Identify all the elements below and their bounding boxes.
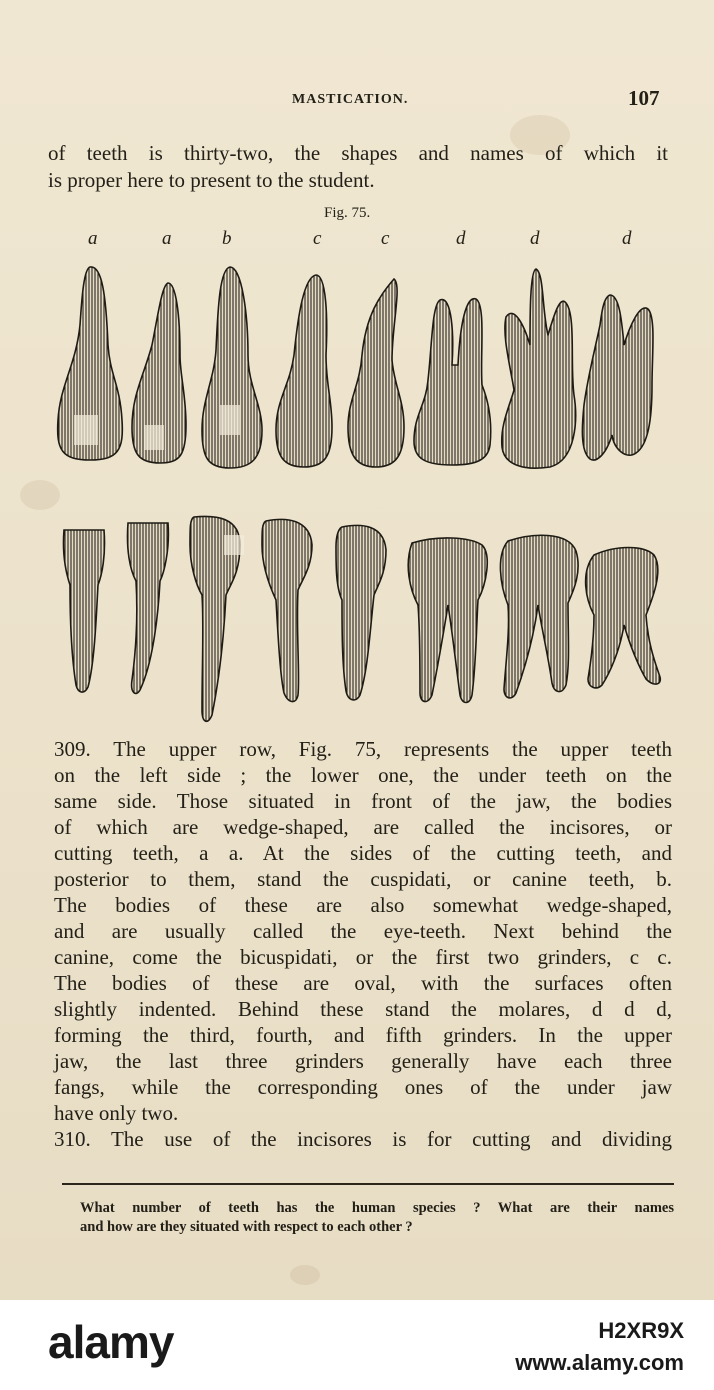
text-line: canine, come the bicuspidati, or the first two grinders, c c. — [54, 945, 672, 969]
running-head: MASTICATION. — [292, 92, 409, 107]
paragraph-309 — [54, 736, 672, 1152]
text-line: on the left side ; the lower one, the under teeth on the — [54, 763, 672, 787]
lower-molar — [586, 548, 661, 688]
question-line: and how are they situated with respect to each other ? — [80, 1219, 413, 1235]
tooth-label: d — [456, 228, 466, 249]
intro-line: is proper here to present to the student. — [48, 168, 375, 192]
tooth-label: a — [88, 228, 98, 249]
text-line: of which are wedge-shaped, are called the incisores, or — [54, 815, 672, 839]
paragraph-310: 310. The use of the incisores is for cutting and dividing — [54, 1127, 672, 1151]
footnote-rule — [62, 1183, 674, 1185]
text-line: and are usually called the eye-teeth. Next behind the — [54, 919, 672, 943]
upper-molar — [582, 295, 653, 460]
lower-bicuspid — [262, 519, 312, 701]
tooth-label: d — [530, 228, 540, 249]
image-id: H2XR9X — [598, 1318, 684, 1343]
text-line: forming the third, fourth, and fifth grinders. In the upper — [54, 1023, 672, 1047]
lower-bicuspid — [336, 525, 386, 700]
upper-bicuspid — [348, 279, 404, 467]
text-line: The bodies of these are also somewhat wedge-shaped, — [54, 893, 672, 917]
figure-caption: Fig. 75. — [324, 205, 371, 221]
footer-questions — [80, 1199, 674, 1237]
upper-bicuspid — [276, 275, 332, 467]
alamy-logo: alamy — [48, 1316, 174, 1368]
paper-stain — [290, 1265, 320, 1285]
text-line: slightly indented. Behind these stand the molares, d d d, — [54, 997, 672, 1021]
teeth-illustration — [40, 255, 670, 735]
text-line: jaw, the last three grinders generally have each three — [54, 1049, 672, 1073]
lower-molar — [408, 538, 487, 703]
text-line: The bodies of these are oval, with the surfaces often — [54, 971, 672, 995]
upper-canine — [202, 267, 262, 468]
text-line: cutting teeth, a a. At the sides of the cutting teeth, and — [54, 841, 672, 865]
tooth-label: c — [313, 228, 322, 249]
tooth-label: a — [162, 228, 172, 249]
intro-text — [48, 140, 668, 194]
lower-incisor — [63, 530, 104, 692]
page-number: 107 — [628, 86, 660, 110]
upper-molar — [414, 299, 491, 465]
question-line: What number of teeth has the human species ? What are their names — [80, 1200, 674, 1216]
upper-molar — [502, 269, 576, 468]
lower-molar — [500, 535, 578, 698]
tooth-label: c — [381, 228, 390, 249]
watermark-url: www.alamy.com — [515, 1350, 684, 1375]
text-line: 309. The upper row, Fig. 75, represents the upper teeth — [54, 737, 672, 761]
tooth-label: b — [222, 228, 232, 249]
text-line: fangs, while the corresponding ones of the under jaw — [54, 1075, 672, 1099]
text-line: same side. Those situated in front of the jaw, the bodies — [54, 789, 672, 813]
text-line: have only two. — [54, 1101, 179, 1125]
intro-line: of teeth is thirty-two, the shapes and names of which it — [48, 141, 668, 165]
text-line: posterior to them, stand the cuspidati, or canine teeth, b. — [54, 867, 672, 891]
tooth-label: d — [622, 228, 632, 249]
lower-incisor — [127, 523, 168, 693]
